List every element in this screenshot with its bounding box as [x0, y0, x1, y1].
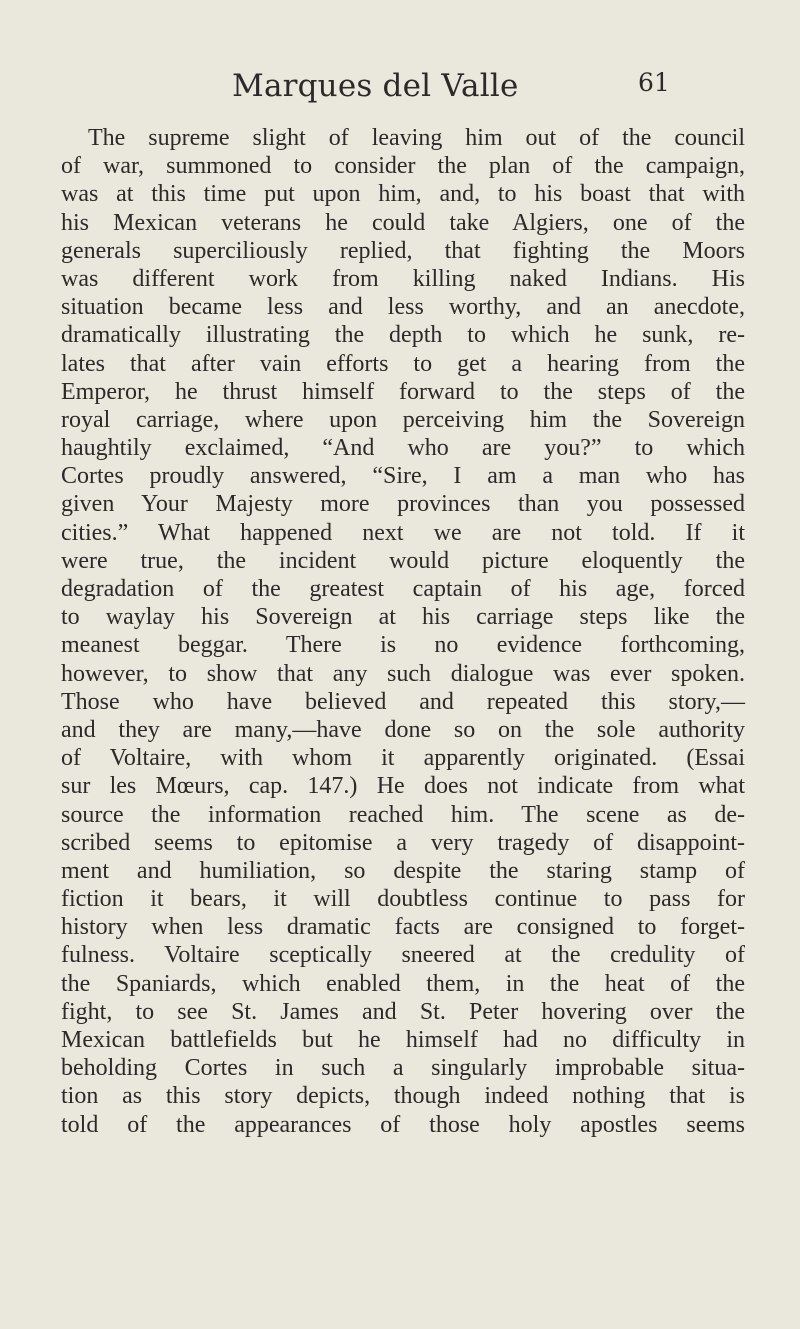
text-line: was different work from killing naked Indians. His: [61, 265, 745, 292]
text-line: situation became less and less worthy, and an anecdote,: [61, 294, 745, 321]
text-line: scribed seems to epitomise a very tragedy of disappoint-: [61, 829, 745, 856]
text-line: of war, summoned to consider the plan of the campaign,: [61, 153, 745, 180]
text-line: meanest beggar. There is no evidence forthcoming,: [61, 632, 745, 659]
text-line: history when less dramatic facts are consigned to forget-: [61, 914, 745, 941]
text-line: Cortes proudly answered, “Sire, I am a man who has: [61, 463, 745, 490]
text-line: however, to show that any such dialogue was ever spoken.: [61, 660, 745, 687]
text-line: beholding Cortes in such a singularly improbable situa-: [61, 1055, 745, 1082]
running-head: [0, 66, 800, 106]
text-line: Mexican battlefields but he himself had no difficulty in: [61, 1027, 745, 1053]
text-line: fulness. Voltaire sceptically sneered at the credulity of: [61, 942, 745, 969]
text-line: ment and humiliation, so despite the staring stamp of: [61, 857, 745, 884]
text-line: given Your Majesty more provinces than you possessed: [61, 491, 745, 518]
running-title: Marques del Valle: [232, 68, 519, 104]
text-line: haughtily exclaimed, “And who are you?” to which: [61, 435, 745, 462]
text-line: his Mexican veterans he could take Algiers, one of the: [61, 209, 745, 236]
body-text: [61, 124, 745, 1139]
text-line: Those who have believed and repeated this story,—: [61, 688, 745, 715]
text-line: dramatically illustrating the depth to which he sunk, re-: [61, 322, 745, 349]
text-line: fight, to see St. James and St. Peter hovering over the: [61, 998, 745, 1025]
page-number: 61: [638, 68, 670, 97]
text-line: sur les Mœurs, cap. 147.) He does not indicate from what: [61, 773, 745, 800]
text-line: generals superciliously replied, that fighting the Moors: [61, 237, 745, 264]
text-line: degradation of the greatest captain of his age, forced: [61, 576, 745, 602]
text-line: to waylay his Sovereign at his carriage steps like the: [61, 604, 745, 631]
text-line: cities.” What happened next we are not told. If it: [61, 519, 745, 546]
text-line: source the information reached him. The scene as de-: [61, 801, 745, 828]
text-line: was at this time put upon him, and, to his boast that with: [61, 181, 745, 208]
text-line: the Spaniards, which enabled them, in the heat of the: [61, 970, 745, 997]
text-line: lates that after vain efforts to get a hearing from the: [61, 350, 745, 377]
text-line: royal carriage, where upon perceiving him the Sovereign: [61, 406, 745, 433]
text-line: Emperor, he thrust himself forward to the steps of the: [61, 378, 745, 405]
text-line: tion as this story depicts, though indeed nothing that is: [61, 1083, 745, 1110]
text-line: told of the appearances of those holy apostles seems: [61, 1111, 745, 1138]
text-line: were true, the incident would picture eloquently the: [61, 547, 745, 574]
text-line: and they are many,—have done so on the sole authority: [61, 716, 745, 743]
text-line: The supreme slight of leaving him out of the council: [88, 125, 745, 151]
text-line: fiction it bears, it will doubtless continue to pass for: [61, 886, 745, 913]
text-line: of Voltaire, with whom it apparently originated. (Essai: [61, 745, 745, 772]
